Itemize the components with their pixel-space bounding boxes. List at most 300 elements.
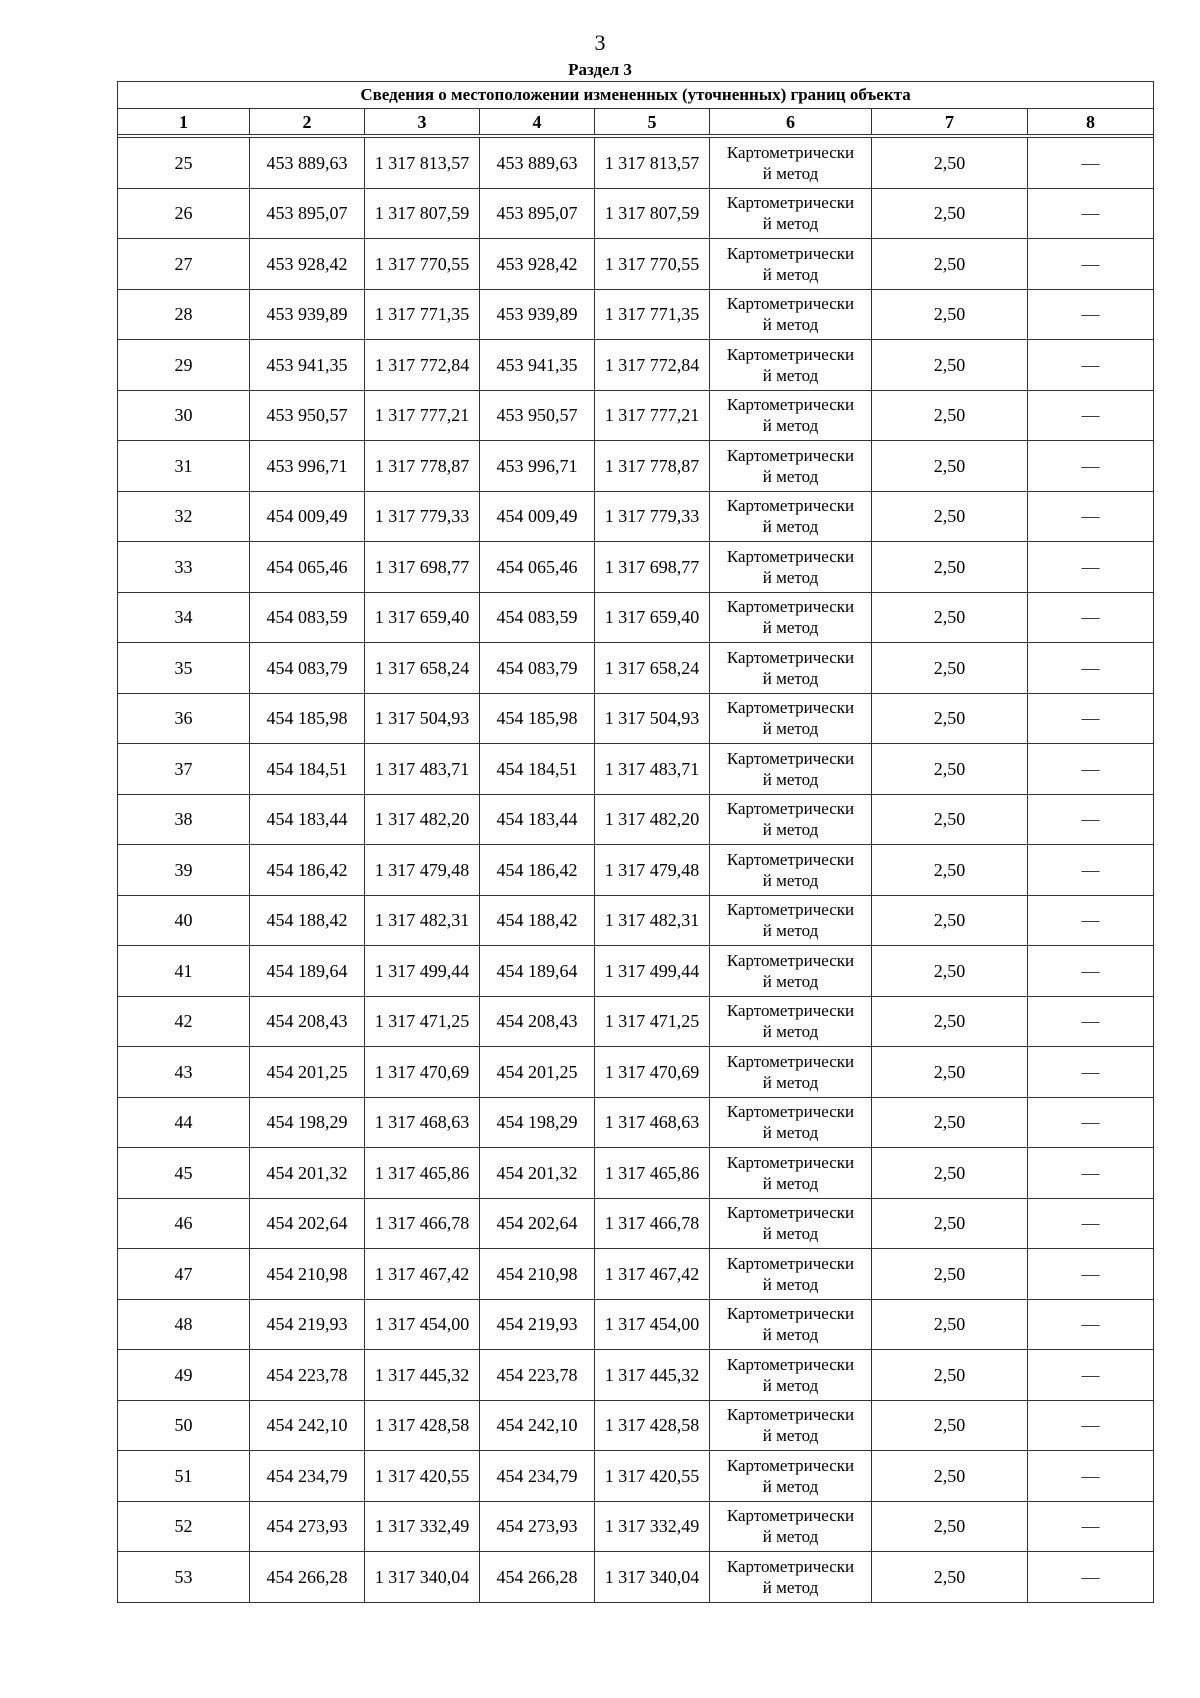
method-line-1: Картометрически (726, 1556, 855, 1576)
y-refined-cell: 1 317 499,44 (595, 946, 710, 997)
x-existing-cell: 454 188,42 (250, 895, 365, 946)
note-cell: — (1028, 643, 1154, 694)
y-existing-cell: 1 317 483,71 (365, 744, 480, 795)
method-cell (710, 1350, 872, 1401)
section-title: Раздел 3 (568, 60, 632, 79)
x-existing-cell: 453 889,63 (250, 138, 365, 189)
method-cell (710, 138, 872, 189)
method-cell (710, 1400, 872, 1451)
y-refined-cell: 1 317 772,84 (595, 340, 710, 391)
x-existing-cell: 454 234,79 (250, 1451, 365, 1502)
table-row (118, 239, 1154, 290)
method-cell (710, 1501, 872, 1552)
note-cell: — (1028, 946, 1154, 997)
method-cell (710, 744, 872, 795)
table-row (118, 1148, 1154, 1199)
accuracy-cell: 2,50 (872, 239, 1028, 290)
x-refined-cell: 454 201,32 (480, 1148, 595, 1199)
x-existing-cell: 453 950,57 (250, 390, 365, 441)
x-refined-cell: 454 189,64 (480, 946, 595, 997)
x-refined-cell: 454 219,93 (480, 1299, 595, 1350)
method-line-1: Картометрически (726, 1253, 855, 1273)
y-refined-cell: 1 317 770,55 (595, 239, 710, 290)
y-refined-cell: 1 317 445,32 (595, 1350, 710, 1401)
method-line-2: й метод (762, 1274, 819, 1294)
method-line-2: й метод (762, 163, 819, 183)
column-header-1: 1 (118, 109, 250, 135)
method-cell (710, 693, 872, 744)
x-refined-cell: 454 065,46 (480, 542, 595, 593)
method-line-2: й метод (762, 466, 819, 486)
y-refined-cell: 1 317 504,93 (595, 693, 710, 744)
point-number-cell: 39 (118, 845, 250, 896)
point-number-cell: 30 (118, 390, 250, 441)
point-number-cell: 38 (118, 794, 250, 845)
x-refined-cell: 453 939,89 (480, 289, 595, 340)
y-refined-cell: 1 317 778,87 (595, 441, 710, 492)
accuracy-cell: 2,50 (872, 1198, 1028, 1249)
x-existing-cell: 454 083,59 (250, 592, 365, 643)
note-cell: — (1028, 138, 1154, 189)
x-existing-cell: 454 183,44 (250, 794, 365, 845)
table-row (118, 1552, 1154, 1603)
method-line-2: й метод (762, 719, 819, 739)
y-refined-cell: 1 317 466,78 (595, 1198, 710, 1249)
method-cell (710, 845, 872, 896)
method-line-1: Картометрически (726, 1354, 855, 1374)
method-line-1: Картометрически (726, 344, 855, 364)
y-refined-cell: 1 317 470,69 (595, 1047, 710, 1098)
y-refined-cell: 1 317 471,25 (595, 996, 710, 1047)
method-cell (710, 1299, 872, 1350)
accuracy-cell: 2,50 (872, 1148, 1028, 1199)
y-existing-cell: 1 317 466,78 (365, 1198, 480, 1249)
method-cell (710, 1198, 872, 1249)
point-number-cell: 27 (118, 239, 250, 290)
x-existing-cell: 454 009,49 (250, 491, 365, 542)
x-existing-cell: 454 189,64 (250, 946, 365, 997)
accuracy-cell: 2,50 (872, 1249, 1028, 1300)
x-existing-cell: 454 219,93 (250, 1299, 365, 1350)
method-line-1: Картометрически (726, 849, 855, 869)
method-line-1: Картометрически (726, 1304, 855, 1324)
x-existing-cell: 454 186,42 (250, 845, 365, 896)
table-row (118, 1198, 1154, 1249)
method-line-1: Картометрически (726, 395, 855, 415)
method-cell (710, 491, 872, 542)
table-row (118, 693, 1154, 744)
table-row (118, 1249, 1154, 1300)
method-line-2: й метод (762, 1375, 819, 1395)
point-number-cell: 32 (118, 491, 250, 542)
method-cell (710, 289, 872, 340)
y-existing-cell: 1 317 813,57 (365, 138, 480, 189)
column-header-7: 7 (872, 109, 1028, 135)
x-existing-cell: 454 223,78 (250, 1350, 365, 1401)
method-line-1: Картометрически (726, 597, 855, 617)
note-cell: — (1028, 340, 1154, 391)
point-number-cell: 46 (118, 1198, 250, 1249)
x-existing-cell: 453 939,89 (250, 289, 365, 340)
table-row (118, 1451, 1154, 1502)
method-line-2: й метод (762, 1325, 819, 1345)
column-header-6: 6 (710, 109, 872, 135)
y-refined-cell: 1 317 813,57 (595, 138, 710, 189)
table-caption: Сведения о местоположении измененных (уточненных) границ объекта (118, 82, 1154, 109)
table-body (118, 138, 1154, 1603)
note-cell: — (1028, 188, 1154, 239)
note-cell: — (1028, 592, 1154, 643)
x-refined-cell: 454 266,28 (480, 1552, 595, 1603)
note-cell: — (1028, 542, 1154, 593)
table-row (118, 289, 1154, 340)
method-line-2: й метод (762, 365, 819, 385)
x-refined-cell: 454 242,10 (480, 1400, 595, 1451)
note-cell: — (1028, 895, 1154, 946)
x-existing-cell: 454 208,43 (250, 996, 365, 1047)
y-refined-cell: 1 317 428,58 (595, 1400, 710, 1451)
method-line-2: й метод (762, 1476, 819, 1496)
y-existing-cell: 1 317 332,49 (365, 1501, 480, 1552)
method-line-1: Картометрически (726, 243, 855, 263)
method-line-2: й метод (762, 1527, 819, 1547)
y-existing-cell: 1 317 420,55 (365, 1451, 480, 1502)
point-number-cell: 49 (118, 1350, 250, 1401)
point-number-cell: 42 (118, 996, 250, 1047)
x-existing-cell: 454 266,28 (250, 1552, 365, 1603)
table-row (118, 592, 1154, 643)
y-refined-cell: 1 317 468,63 (595, 1097, 710, 1148)
y-existing-cell: 1 317 479,48 (365, 845, 480, 896)
note-cell: — (1028, 390, 1154, 441)
x-refined-cell: 454 188,42 (480, 895, 595, 946)
y-refined-cell: 1 317 771,35 (595, 289, 710, 340)
method-line-2: й метод (762, 1577, 819, 1597)
point-number-cell: 41 (118, 946, 250, 997)
x-existing-cell: 454 185,98 (250, 693, 365, 744)
note-cell: — (1028, 1097, 1154, 1148)
table-row (118, 744, 1154, 795)
method-line-1: Картометрически (726, 1455, 855, 1475)
point-number-cell: 35 (118, 643, 250, 694)
table-row (118, 946, 1154, 997)
coordinates-table (117, 81, 1154, 1603)
method-cell (710, 441, 872, 492)
accuracy-cell: 2,50 (872, 491, 1028, 542)
x-refined-cell: 454 009,49 (480, 491, 595, 542)
method-line-1: Картометрически (726, 193, 855, 213)
table-row (118, 1400, 1154, 1451)
accuracy-cell: 2,50 (872, 1350, 1028, 1401)
method-cell (710, 188, 872, 239)
y-existing-cell: 1 317 445,32 (365, 1350, 480, 1401)
y-existing-cell: 1 317 482,20 (365, 794, 480, 845)
note-cell: — (1028, 794, 1154, 845)
y-existing-cell: 1 317 658,24 (365, 643, 480, 694)
accuracy-cell: 2,50 (872, 390, 1028, 441)
method-line-2: й метод (762, 769, 819, 789)
y-existing-cell: 1 317 499,44 (365, 946, 480, 997)
method-line-1: Картометрически (726, 445, 855, 465)
x-refined-cell: 454 210,98 (480, 1249, 595, 1300)
table-row (118, 542, 1154, 593)
y-existing-cell: 1 317 770,55 (365, 239, 480, 290)
note-cell: — (1028, 996, 1154, 1047)
point-number-cell: 53 (118, 1552, 250, 1603)
note-cell: — (1028, 1249, 1154, 1300)
note-cell: — (1028, 1400, 1154, 1451)
method-cell (710, 1249, 872, 1300)
point-number-cell: 45 (118, 1148, 250, 1199)
table-row (118, 1299, 1154, 1350)
method-cell (710, 643, 872, 694)
note-cell: — (1028, 289, 1154, 340)
table-row (118, 390, 1154, 441)
table-header-row (118, 109, 1154, 135)
accuracy-cell: 2,50 (872, 794, 1028, 845)
point-number-cell: 43 (118, 1047, 250, 1098)
note-cell: — (1028, 1350, 1154, 1401)
x-refined-cell: 454 273,93 (480, 1501, 595, 1552)
x-existing-cell: 454 184,51 (250, 744, 365, 795)
accuracy-cell: 2,50 (872, 1299, 1028, 1350)
method-line-1: Картометрически (726, 1506, 855, 1526)
x-refined-cell: 454 208,43 (480, 996, 595, 1047)
accuracy-cell: 2,50 (872, 643, 1028, 694)
accuracy-cell: 2,50 (872, 289, 1028, 340)
point-number-cell: 48 (118, 1299, 250, 1350)
x-existing-cell: 453 928,42 (250, 239, 365, 290)
x-refined-cell: 454 202,64 (480, 1198, 595, 1249)
method-line-2: й метод (762, 971, 819, 991)
method-line-2: й метод (762, 1072, 819, 1092)
y-refined-cell: 1 317 777,21 (595, 390, 710, 441)
table-row (118, 845, 1154, 896)
column-header-5: 5 (595, 109, 710, 135)
note-cell: — (1028, 491, 1154, 542)
x-refined-cell: 453 996,71 (480, 441, 595, 492)
method-line-1: Картометрически (726, 799, 855, 819)
x-refined-cell: 454 234,79 (480, 1451, 595, 1502)
method-line-2: й метод (762, 921, 819, 941)
accuracy-cell: 2,50 (872, 138, 1028, 189)
x-existing-cell: 454 210,98 (250, 1249, 365, 1300)
method-cell (710, 946, 872, 997)
x-refined-cell: 454 083,59 (480, 592, 595, 643)
table-row (118, 895, 1154, 946)
table-row (118, 188, 1154, 239)
x-refined-cell: 454 183,44 (480, 794, 595, 845)
accuracy-cell: 2,50 (872, 744, 1028, 795)
method-cell (710, 239, 872, 290)
accuracy-cell: 2,50 (872, 996, 1028, 1047)
method-line-1: Картометрически (726, 1405, 855, 1425)
y-refined-cell: 1 317 467,42 (595, 1249, 710, 1300)
method-line-2: й метод (762, 416, 819, 436)
y-existing-cell: 1 317 467,42 (365, 1249, 480, 1300)
y-refined-cell: 1 317 482,20 (595, 794, 710, 845)
y-existing-cell: 1 317 465,86 (365, 1148, 480, 1199)
table-row (118, 441, 1154, 492)
table-row (118, 643, 1154, 694)
y-refined-cell: 1 317 482,31 (595, 895, 710, 946)
point-number-cell: 29 (118, 340, 250, 391)
method-line-1: Картометрически (726, 748, 855, 768)
x-existing-cell: 453 895,07 (250, 188, 365, 239)
point-number-cell: 34 (118, 592, 250, 643)
point-number-cell: 28 (118, 289, 250, 340)
x-refined-cell: 454 198,29 (480, 1097, 595, 1148)
method-line-2: й метод (762, 1426, 819, 1446)
point-number-cell: 50 (118, 1400, 250, 1451)
y-refined-cell: 1 317 465,86 (595, 1148, 710, 1199)
x-refined-cell: 453 895,07 (480, 188, 595, 239)
accuracy-cell: 2,50 (872, 1451, 1028, 1502)
accuracy-cell: 2,50 (872, 592, 1028, 643)
note-cell: — (1028, 1148, 1154, 1199)
method-cell (710, 794, 872, 845)
point-number-cell: 33 (118, 542, 250, 593)
y-refined-cell: 1 317 454,00 (595, 1299, 710, 1350)
x-refined-cell: 453 950,57 (480, 390, 595, 441)
table-row (118, 1501, 1154, 1552)
method-line-1: Картометрически (726, 950, 855, 970)
table-row (118, 138, 1154, 189)
y-existing-cell: 1 317 807,59 (365, 188, 480, 239)
point-number-cell: 47 (118, 1249, 250, 1300)
point-number-cell: 44 (118, 1097, 250, 1148)
method-line-1: Картометрически (726, 900, 855, 920)
y-refined-cell: 1 317 807,59 (595, 188, 710, 239)
note-cell: — (1028, 1299, 1154, 1350)
x-refined-cell: 454 185,98 (480, 693, 595, 744)
x-existing-cell: 454 242,10 (250, 1400, 365, 1451)
accuracy-cell: 2,50 (872, 946, 1028, 997)
x-existing-cell: 454 065,46 (250, 542, 365, 593)
y-existing-cell: 1 317 772,84 (365, 340, 480, 391)
x-refined-cell: 453 928,42 (480, 239, 595, 290)
y-refined-cell: 1 317 779,33 (595, 491, 710, 542)
page-number: 3 (594, 30, 606, 55)
note-cell: — (1028, 1501, 1154, 1552)
method-line-2: й метод (762, 315, 819, 335)
y-existing-cell: 1 317 504,93 (365, 693, 480, 744)
x-existing-cell: 454 273,93 (250, 1501, 365, 1552)
method-cell (710, 542, 872, 593)
table-row (118, 340, 1154, 391)
accuracy-cell: 2,50 (872, 1097, 1028, 1148)
y-refined-cell: 1 317 483,71 (595, 744, 710, 795)
method-line-1: Картометрически (726, 1152, 855, 1172)
method-cell (710, 390, 872, 441)
y-existing-cell: 1 317 659,40 (365, 592, 480, 643)
y-refined-cell: 1 317 332,49 (595, 1501, 710, 1552)
point-number-cell: 51 (118, 1451, 250, 1502)
accuracy-cell: 2,50 (872, 895, 1028, 946)
method-line-2: й метод (762, 870, 819, 890)
column-header-2: 2 (250, 109, 365, 135)
table-row (118, 1350, 1154, 1401)
point-number-cell: 25 (118, 138, 250, 189)
note-cell: — (1028, 239, 1154, 290)
note-cell: — (1028, 744, 1154, 795)
y-refined-cell: 1 317 420,55 (595, 1451, 710, 1502)
method-line-2: й метод (762, 517, 819, 537)
method-cell (710, 1047, 872, 1098)
method-cell (710, 1097, 872, 1148)
x-refined-cell: 453 941,35 (480, 340, 595, 391)
accuracy-cell: 2,50 (872, 1501, 1028, 1552)
x-refined-cell: 454 223,78 (480, 1350, 595, 1401)
y-refined-cell: 1 317 340,04 (595, 1552, 710, 1603)
note-cell: — (1028, 1451, 1154, 1502)
accuracy-cell: 2,50 (872, 188, 1028, 239)
accuracy-cell: 2,50 (872, 693, 1028, 744)
point-number-cell: 31 (118, 441, 250, 492)
table-row (118, 996, 1154, 1047)
method-line-1: Картометрически (726, 1203, 855, 1223)
accuracy-cell: 2,50 (872, 845, 1028, 896)
y-existing-cell: 1 317 777,21 (365, 390, 480, 441)
method-cell (710, 1148, 872, 1199)
y-existing-cell: 1 317 779,33 (365, 491, 480, 542)
x-existing-cell: 454 083,79 (250, 643, 365, 694)
y-existing-cell: 1 317 471,25 (365, 996, 480, 1047)
table-row (118, 491, 1154, 542)
x-refined-cell: 454 083,79 (480, 643, 595, 694)
accuracy-cell: 2,50 (872, 1400, 1028, 1451)
point-number-cell: 37 (118, 744, 250, 795)
method-line-1: Картометрически (726, 142, 855, 162)
accuracy-cell: 2,50 (872, 1047, 1028, 1098)
x-existing-cell: 454 202,64 (250, 1198, 365, 1249)
x-existing-cell: 454 198,29 (250, 1097, 365, 1148)
y-existing-cell: 1 317 468,63 (365, 1097, 480, 1148)
y-refined-cell: 1 317 658,24 (595, 643, 710, 694)
method-cell (710, 1552, 872, 1603)
method-line-1: Картометрически (726, 294, 855, 314)
method-line-2: й метод (762, 1123, 819, 1143)
column-header-3: 3 (365, 109, 480, 135)
method-line-1: Картометрически (726, 1051, 855, 1071)
method-line-2: й метод (762, 618, 819, 638)
method-cell (710, 592, 872, 643)
note-cell: — (1028, 1047, 1154, 1098)
method-line-1: Картометрически (726, 647, 855, 667)
table-row (118, 1097, 1154, 1148)
y-refined-cell: 1 317 659,40 (595, 592, 710, 643)
accuracy-cell: 2,50 (872, 340, 1028, 391)
note-cell: — (1028, 441, 1154, 492)
accuracy-cell: 2,50 (872, 542, 1028, 593)
y-existing-cell: 1 317 428,58 (365, 1400, 480, 1451)
point-number-cell: 26 (118, 188, 250, 239)
column-header-8: 8 (1028, 109, 1154, 135)
y-existing-cell: 1 317 698,77 (365, 542, 480, 593)
method-cell (710, 895, 872, 946)
y-existing-cell: 1 317 470,69 (365, 1047, 480, 1098)
method-line-2: й метод (762, 1173, 819, 1193)
method-cell (710, 996, 872, 1047)
method-line-1: Картометрически (726, 1102, 855, 1122)
method-line-1: Картометрически (726, 496, 855, 516)
y-refined-cell: 1 317 479,48 (595, 845, 710, 896)
table-caption-row (118, 82, 1154, 109)
method-line-2: й метод (762, 668, 819, 688)
x-refined-cell: 454 186,42 (480, 845, 595, 896)
point-number-cell: 52 (118, 1501, 250, 1552)
note-cell: — (1028, 1552, 1154, 1603)
